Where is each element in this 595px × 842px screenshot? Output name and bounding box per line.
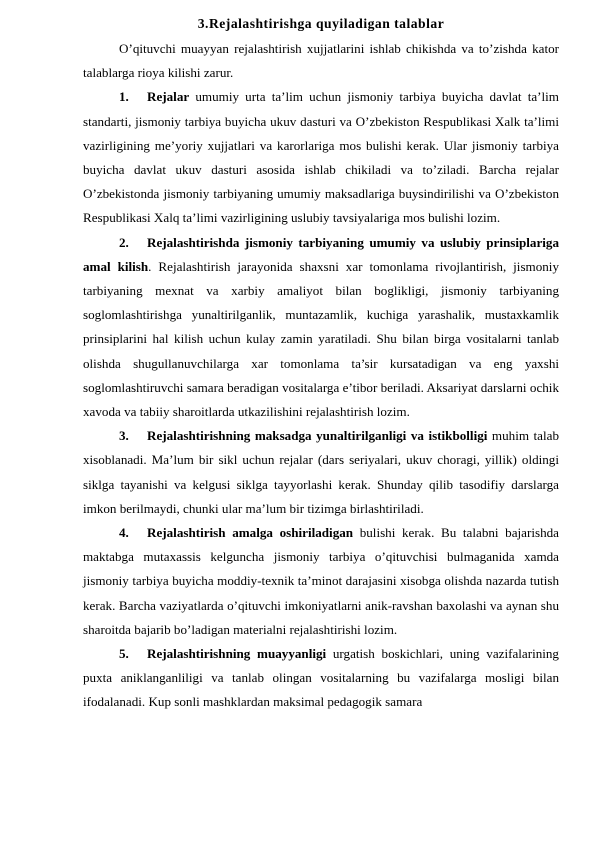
document-page xyxy=(83,14,559,715)
section-title: 3.Rejalashtirishga quyiladigan talablar xyxy=(197,16,445,31)
item-number: 2. xyxy=(119,234,129,250)
requirement-item-5 xyxy=(83,642,559,715)
item-number: 1. xyxy=(119,89,129,105)
item-lead: Rejalashtirishning muayyanligi xyxy=(147,646,327,662)
requirement-item-3 xyxy=(83,424,559,521)
item-lead: Rejalashtirishda jismoniy tarbiyaning umumiy va uslubiy prinsiplariga amal kilish xyxy=(83,234,559,274)
requirement-item-1 xyxy=(83,85,559,230)
item-text: urgatish boskichlari, uning vazifalarining puxta aniklanganliligi va tanlab olingan vositalarning bu vazifalarga mosligi bilan ifodalanadi. Kup sonli mashklardan maksimal pedagogik samara xyxy=(83,646,559,710)
item-lead: Rejalar xyxy=(147,89,190,105)
item-lead: Rejalashtirishning maksadga yunaltirilganligi va istikbolligi xyxy=(147,428,488,444)
item-text: bulishi kerak. Bu talabni bajarishda maktabga mutaxassis kelguncha jismoniy tarbiya o’qituvchisi bulmaganida xamda jismoniy tarbiya buyicha moddiy-texnik ta’minot darajasini xisobga olishda nazarda tutish kerak. Barcha vaziyatlarda o’qituvchi imkoniyatlarni anik-ravshan baxolashi va aynan shu sharoitda bajarib bo’ladigan materialni rejalashtirishi lozim. xyxy=(83,525,559,637)
requirement-item-4 xyxy=(83,521,559,642)
requirement-item-2 xyxy=(83,231,559,425)
item-lead: Rejalashtirish amalga oshiriladigan xyxy=(147,525,354,541)
item-text: muhim talab xisoblanadi. Ma’lum bir sikl uchun rejalar (dars seriyalari, ukuv choragi, yillik) oldingi siklga tayanishi va kelgusi siklga tayyorlashi kerak. Shunday qilib tasodifiy darslarga imkon berilmaydi, chunki ular ma’lum bir tizimga birlashtiriladi. xyxy=(83,428,559,516)
item-text: umumiy urta ta’lim uchun jismoniy tarbiya buyicha davlat ta’lim standarti, jismoniy tarbiya buyicha ukuv dasturi va O’zbekiston Respublikasi Xalk ta’limi vazirligining me’yoriy xujjatlari va karorlariga mos bulishi kerak. Ular jismoniy tarbiya buyicha davlat ukuv dasturi asosida ishlab chikiladi va to’ziladi. Barcha rejalar O’zbekistonda jismoniy tarbiyaning umumiy maksadlariga buysindirilishi va O’zbekiston Respublikasi Xalq ta’limi vazirligining uslubiy tavsiyalariga mos bulishi lozim. xyxy=(83,89,559,226)
item-number: 3. xyxy=(119,428,129,444)
item-text: . Rejalashtirish jarayonida shaxsni xar tomonlama rivojlantirish, jismoniy tarbiyaning mexnat va xarbiy amaliyot bilan boglikligi, jismoniy tarbiyaning soglomlashtirishga yunaltirilganlik, muntazamlik, kuchiga yarashalik, mustaxkamlik prinsiplarini hal kilish uchun kulay zamin yaratiladi. Shu bilan birga vositalarni tanlab olishda shugullanuvchilarga xar tomonlama ta’sir kursatadigan va eng yaxshi soglomlashtiruvchi samara beradigan vositalarga e’tibor beriladi. Aksariyat darslarni ochik xavoda va tabiiy sharoitlarda utkazilishini rejalashtirish lozim. xyxy=(83,258,559,420)
item-number: 5. xyxy=(119,646,129,662)
item-number: 4. xyxy=(119,525,129,541)
intro-paragraph: O’qituvchi muayyan rejalashtirish xujjatlarini ishlab chikishda va to’zishda kator talablarga rioya kilishi zarur. xyxy=(83,41,559,81)
